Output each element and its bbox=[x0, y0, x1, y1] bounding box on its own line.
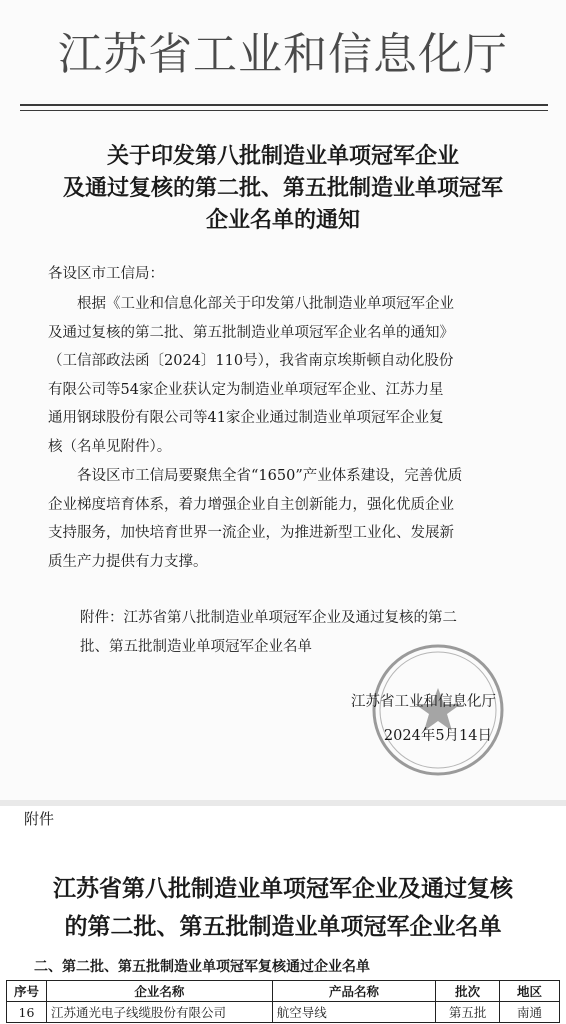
header-region: 地区 bbox=[500, 981, 560, 1002]
header-company: 企业名称 bbox=[46, 981, 272, 1002]
para-line: 及通过复核的第二批、第五批制造业单项冠军企业名单的通知》 bbox=[48, 324, 454, 341]
cell-batch: 第五批 bbox=[436, 1002, 500, 1023]
letterhead: 江苏省工业和信息化厅 bbox=[58, 29, 508, 80]
body-paragraph-2 bbox=[48, 462, 526, 576]
para-line: 根据《工业和信息化部关于印发第八批制造业单项冠军企业 bbox=[77, 296, 454, 312]
cell-company: 江苏通光电子线缆股份有限公司 bbox=[46, 1002, 272, 1023]
annex-title-line: 江苏省第八批制造业单项冠军企业及通过复核 bbox=[53, 875, 513, 902]
cell-product: 航空导线 bbox=[272, 1002, 435, 1023]
header-product: 产品名称 bbox=[272, 981, 435, 1002]
para-line: 各设区市工信局要聚焦全省“1650”产业体系建设，完善优质 bbox=[77, 468, 463, 484]
letterhead-rule bbox=[20, 104, 548, 106]
attachment-line: 批、第五批制造业单项冠军企业名单 bbox=[80, 639, 312, 655]
annex-title-line: 的第二批、第五批制造业单项冠军企业名单 bbox=[64, 913, 502, 940]
header-batch: 批次 bbox=[436, 981, 500, 1002]
notice-title-line: 企业名单的通知 bbox=[205, 207, 360, 233]
table-row bbox=[7, 1002, 560, 1023]
notice-title-line: 关于印发第八批制造业单项冠军企业 bbox=[106, 143, 459, 169]
para-line: 通用钢球股份有限公司等41家企业通过制造业单项冠军企业复 bbox=[48, 410, 444, 427]
annex-label: 附件 bbox=[24, 810, 55, 828]
notice-title bbox=[40, 140, 526, 236]
page-divider bbox=[0, 800, 566, 806]
cell-region: 南通 bbox=[500, 1002, 560, 1023]
para-line: 核（名单见附件）。 bbox=[48, 438, 172, 455]
para-line: 有限公司等54家企业获认定为制造业单项冠军企业、江苏力星 bbox=[48, 381, 444, 398]
company-table bbox=[6, 980, 560, 1023]
para-line: 企业梯度培育体系，着力增强企业自主创新能力，强化优质企业 bbox=[48, 496, 454, 513]
notice-title-line: 及通过复核的第二批、第五批制造业单项冠军 bbox=[62, 175, 503, 201]
para-line: （工信部政法函〔2024〕110号），我省南京埃斯顿自动化股份 bbox=[48, 353, 454, 370]
signer: 江苏省工业和信息化厅 bbox=[351, 694, 496, 710]
body-paragraph-1 bbox=[48, 290, 526, 462]
letterhead-rule-thin bbox=[20, 110, 548, 111]
section-heading: 二、第二批、第五批制造业单项冠军复核通过企业名单 bbox=[34, 959, 370, 975]
addressee: 各设区市工信局： bbox=[48, 266, 164, 282]
header-index: 序号 bbox=[7, 981, 47, 1002]
para-line: 质生产力提供有力支撑。 bbox=[48, 553, 208, 570]
para-line: 支持服务，加快培育世界一流企业，为推进新型工业化、发展新 bbox=[48, 525, 454, 542]
cell-index: 16 bbox=[7, 1002, 47, 1023]
annex-title bbox=[0, 870, 566, 946]
attachment-line: 附件：江苏省第八批制造业单项冠军企业及通过复核的第二 bbox=[80, 610, 457, 626]
table-header-row bbox=[7, 981, 560, 1002]
issue-date: 2024年5月14日 bbox=[383, 728, 492, 744]
